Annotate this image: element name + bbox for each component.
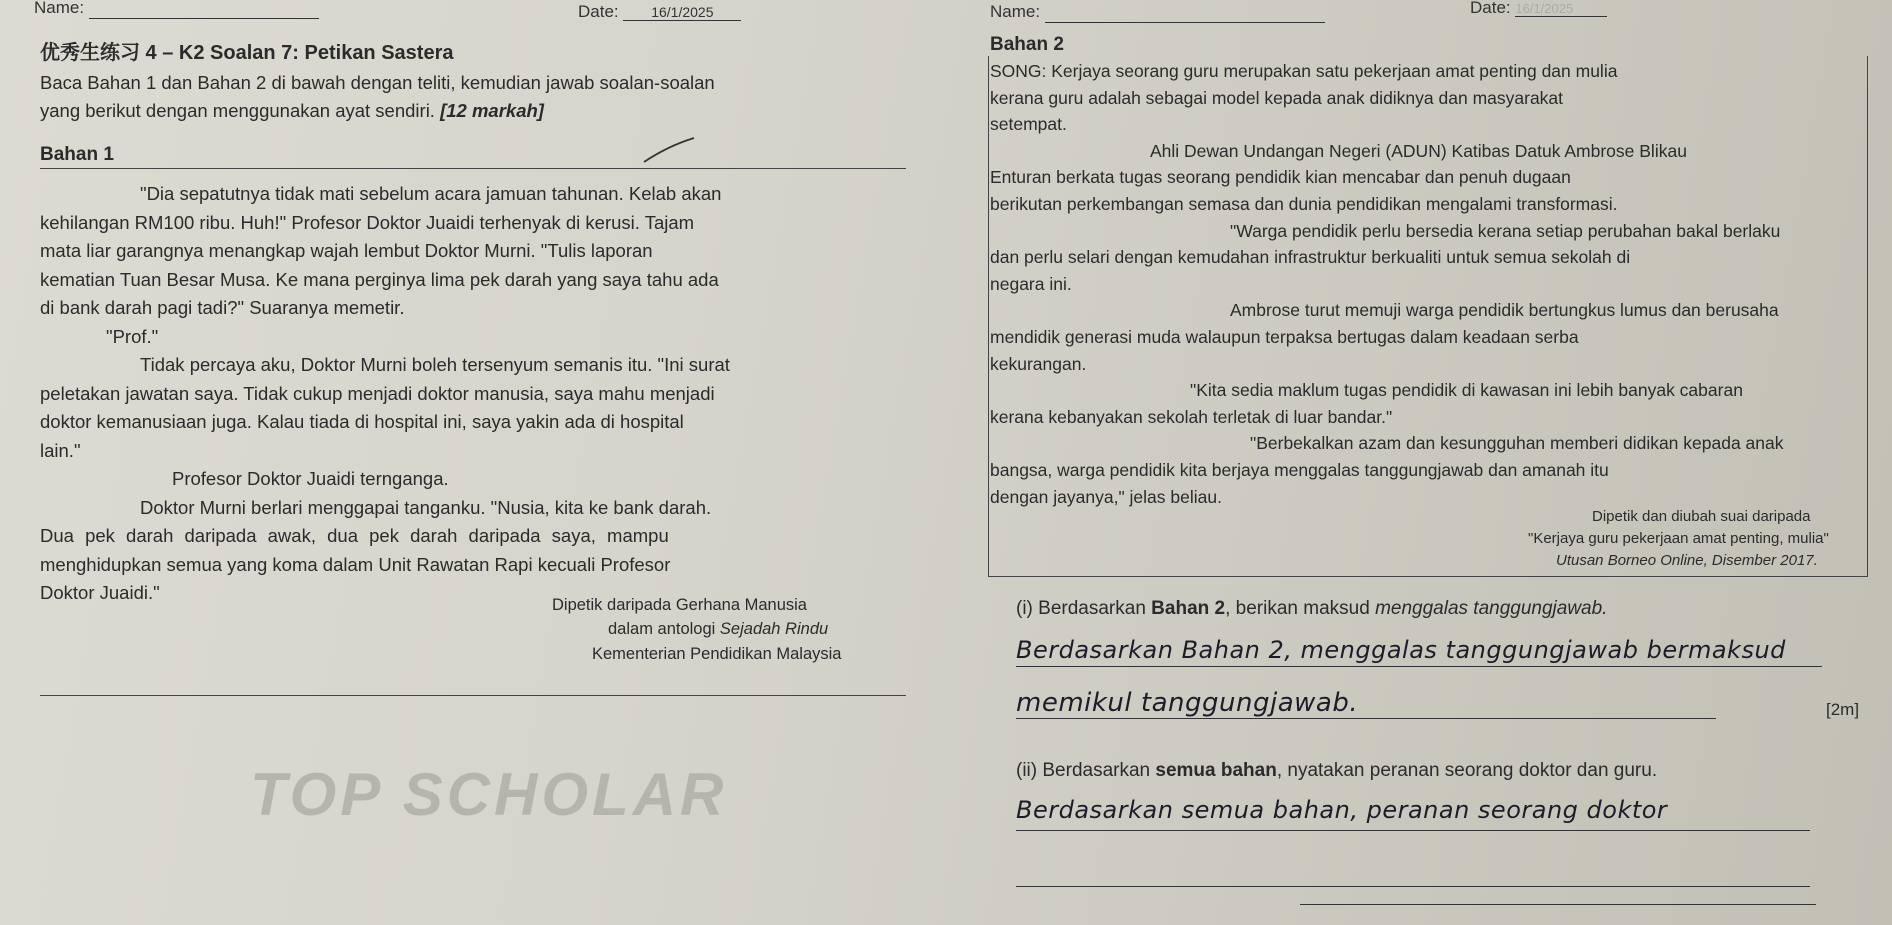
date-field-right <box>1470 0 1607 18</box>
passage-line: Enturan berkata tugas seorang pendidik kian mencabar dan penuh dugaan <box>990 167 1571 188</box>
passage-line: dan perlu selari dengan kemudahan infrastruktur berkualiti untuk semua sekolah di <box>990 247 1631 268</box>
bahan-1-title: Bahan 1 <box>40 144 114 165</box>
question-1-marks: [2m] <box>1826 700 1860 719</box>
instructions-line-1: Baca Bahan 1 dan Bahan 2 di bawah dengan teliti, kemudian jawab soalan-soalan <box>40 72 715 93</box>
passage-line: kerana guru adalah sebagai model kepada anak didiknya dan masyarakat <box>990 87 1564 108</box>
question-2-prefix: (ii) Berdasarkan <box>1016 760 1156 781</box>
answer-line <box>1016 886 1810 887</box>
instructions-text: yang berikut dengan menggunakan ayat sendiri. <box>40 100 435 121</box>
passage-line: SONG: Kerjaya seorang guru merupakan satu pekerjaan amat penting dan mulia <box>990 61 1618 81</box>
passage-line: mendidik generasi muda walaupun terpaksa bertugas dalam keadaan serba <box>990 326 1579 347</box>
question-1-mid: , berikan maksud <box>1225 598 1376 619</box>
name-label-left: Name: <box>34 0 85 17</box>
name-blank-left <box>89 0 319 19</box>
passage-line: Dua pek darah daripada awak, dua pek darah daripada saya, mampu <box>40 525 669 546</box>
source-1-line-3: Kementerian Pendidikan Malaysia <box>592 645 842 663</box>
date-value-left: 16/1/2025 <box>623 4 741 21</box>
question-2-rest: , nyatakan peranan seorang doktor dan guru. <box>1276 760 1658 781</box>
exercise-title: 优秀生练习 4 – K2 Soalan 7: Petikan Sastera <box>40 42 454 64</box>
question-1-prefix: (i) Berdasarkan <box>1016 598 1152 619</box>
source-1-line-1: Dipetik daripada Gerhana Manusia <box>552 596 807 614</box>
passage-line: kerana kebanyakan sekolah terletak di luar bandar." <box>990 406 1393 427</box>
source-1-prefix: dalam antologi <box>608 620 720 638</box>
question-1-bold: Bahan 2 <box>1151 598 1226 619</box>
passage-line: menghidupkan semua yang koma dalam Unit Rawatan Rapi kecuali Profesor <box>40 553 671 575</box>
answer-line <box>1016 666 1822 667</box>
source-1-line-2 <box>608 620 828 639</box>
answer-line <box>1016 718 1716 719</box>
bahan-2-passage <box>990 58 1860 510</box>
source-2-line-1: Dipetik dan diubah suai daripada <box>1592 508 1811 525</box>
passage-line: Doktor Juaidi." <box>40 582 160 603</box>
passage-line: kematian Tuan Besar Musa. Ke mana perginya lima pek darah yang saya tahu ada <box>40 268 719 290</box>
answer-1-line-2: memikul tanggungjawab. <box>1016 688 1359 718</box>
pen-mark-icon <box>640 136 700 166</box>
instructions-line-2 <box>40 100 544 122</box>
marks-label: [12 markah] <box>440 100 544 121</box>
passage-line: dengan jayanya," jelas beliau. <box>990 486 1222 507</box>
date-label-left: Date: <box>578 2 619 21</box>
source-1-title: Sejadah Rindu <box>719 620 829 638</box>
question-2 <box>1016 760 1657 782</box>
answer-1-line-1: Berdasarkan Bahan 2, menggalas tanggungjawab bermaksud <box>1016 636 1786 664</box>
name-blank-right <box>1045 2 1325 23</box>
source-2-line-3: Utusan Borneo Online, Disember 2017. <box>1556 552 1818 569</box>
question-1-italic: menggalas tanggungjawab. <box>1375 598 1608 619</box>
answer-line <box>1300 904 1816 905</box>
passage-line: bangsa, warga pendidik kita berjaya menggalas tanggungjawab dan amanah itu <box>990 459 1609 480</box>
passage-line: lain." <box>40 439 81 461</box>
passage-line: di bank darah pagi tadi?" Suaranya memetir. <box>40 297 405 318</box>
passage-line: setempat. <box>990 114 1067 135</box>
passage-line: "Berbekalkan azam dan kesungguhan memberi didikan kepada anak <box>1250 433 1784 454</box>
passage-line: mata liar garangnya menangkap wajah lembut Doktor Murni. "Tulis laporan <box>40 240 653 261</box>
name-field-left <box>34 0 319 19</box>
passage-line: "Kita sedia maklum tugas pendidik di kawasan ini lebih banyak cabaran <box>1190 380 1743 401</box>
passage-line: Tidak percaya aku, Doktor Murni boleh tersenyum semanis itu. "Ini surat <box>140 354 730 375</box>
bahan-2-title: Bahan 2 <box>990 34 1064 55</box>
passage-line: negara ini. <box>990 273 1072 294</box>
passage-line: "Prof." <box>106 325 159 347</box>
passage-line: Ambrose turut memuji warga pendidik bertungkus lumus dan berusaha <box>1230 300 1779 321</box>
bahan-1-passage <box>40 180 896 608</box>
watermark: TOP SCHOLAR <box>250 761 728 828</box>
passage-line: Profesor Doktor Juaidi ternganga. <box>172 468 449 489</box>
question-2-bold: semua bahan <box>1155 760 1277 781</box>
passage-line: kekurangan. <box>990 353 1087 374</box>
answer-2-line-1: Berdasarkan semua bahan, peranan seorang doktor <box>1016 796 1668 824</box>
date-field-left <box>578 2 741 22</box>
name-label-right: Name: <box>990 2 1041 21</box>
date-value-right: 16/1/2025 <box>1515 1 1607 17</box>
passage-line: Ahli Dewan Undangan Negeri (ADUN) Katibas Datuk Ambrose Blikau <box>1150 140 1687 161</box>
date-label-right: Date: <box>1470 0 1511 17</box>
question-1 <box>1016 598 1607 620</box>
source-2-line-2: "Kerjaya guru pekerjaan amat penting, mulia" <box>1528 530 1829 547</box>
passage-line: "Warga pendidik perlu bersedia kerana setiap perubahan bakal berlaku <box>1230 220 1781 241</box>
name-field-right <box>990 2 1325 23</box>
passage-line: kehilangan RM100 ribu. Huh!" Profesor Doktor Juaidi terhenyak di kerusi. Tajam <box>40 211 695 233</box>
passage-line: "Dia sepatutnya tidak mati sebelum acara jamuan tahunan. Kelab akan <box>140 183 722 204</box>
passage-line: peletakan jawatan saya. Tidak cukup menjadi doktor manusia, saya mahu menjadi <box>40 382 715 404</box>
passage-line: berikutan perkembangan semasa dan dunia pendidikan mengalami transformasi. <box>990 193 1618 214</box>
passage-line: Doktor Murni berlari menggapai tanganku. "Nusia, kita ke bank darah. <box>140 496 712 518</box>
passage-line: doktor kemanusiaan juga. Kalau tiada di hospital ini, saya yakin ada di hospital <box>40 411 684 432</box>
answer-line <box>1016 830 1810 831</box>
